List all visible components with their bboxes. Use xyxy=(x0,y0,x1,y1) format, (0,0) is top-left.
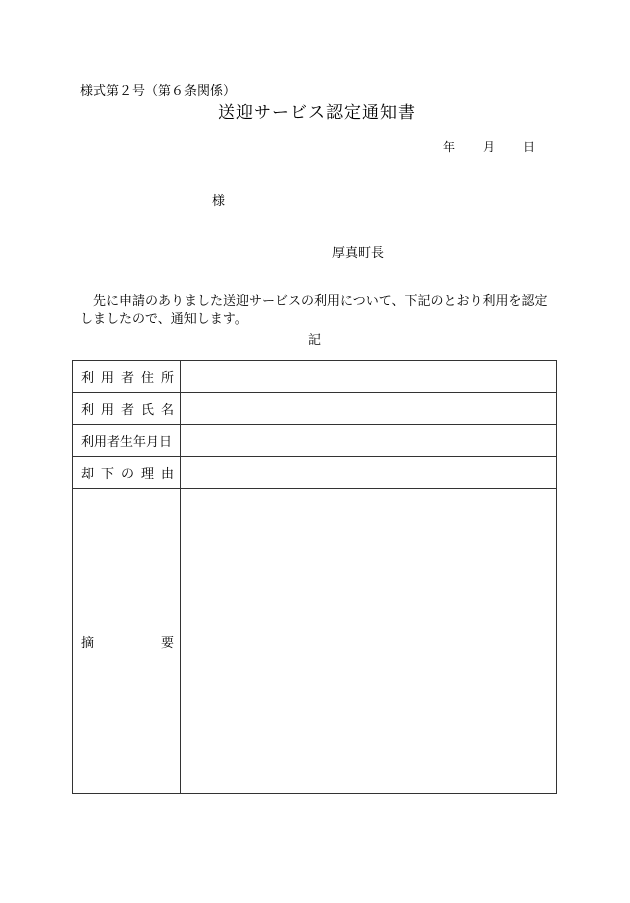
table-row-name xyxy=(73,393,557,425)
value-user-birthdate[interactable] xyxy=(181,425,557,457)
table-row-rejection-reason xyxy=(73,457,557,489)
table-row-birthdate xyxy=(73,425,557,457)
value-user-address[interactable] xyxy=(181,361,557,393)
document-title: 送迎サービス認定通知書 xyxy=(218,103,416,123)
issuer-name: 厚真町長 xyxy=(332,246,385,261)
date-day-label: 日 xyxy=(523,140,536,154)
label-user-birthdate: 利用者生年月日 xyxy=(73,425,181,457)
details-table xyxy=(72,360,557,794)
value-rejection-reason[interactable] xyxy=(181,457,557,489)
body-text: 先に申請のありました送迎サービスの利用について、下記のとおり利用を認定しましたので、通知します。 xyxy=(80,294,548,327)
label-user-name: 利 用 者 氏 名 xyxy=(73,393,181,425)
addressee-honorific: 様 xyxy=(212,194,226,209)
date-month-label: 月 xyxy=(483,140,496,154)
label-user-address: 利 用 者 住 所 xyxy=(73,361,181,393)
form-number: 様式第２号（第６条関係） xyxy=(80,84,237,99)
label-summary: 摘 要 xyxy=(73,489,181,794)
value-summary[interactable] xyxy=(181,489,557,794)
label-rejection-reason: 却 下 の 理 由 xyxy=(73,457,181,489)
table-row-summary xyxy=(73,489,557,794)
table-row-address xyxy=(73,361,557,393)
ki-heading: 記 xyxy=(308,333,322,348)
value-user-name[interactable] xyxy=(181,393,557,425)
date-year-label: 年 xyxy=(443,140,456,154)
date-line xyxy=(443,138,535,155)
